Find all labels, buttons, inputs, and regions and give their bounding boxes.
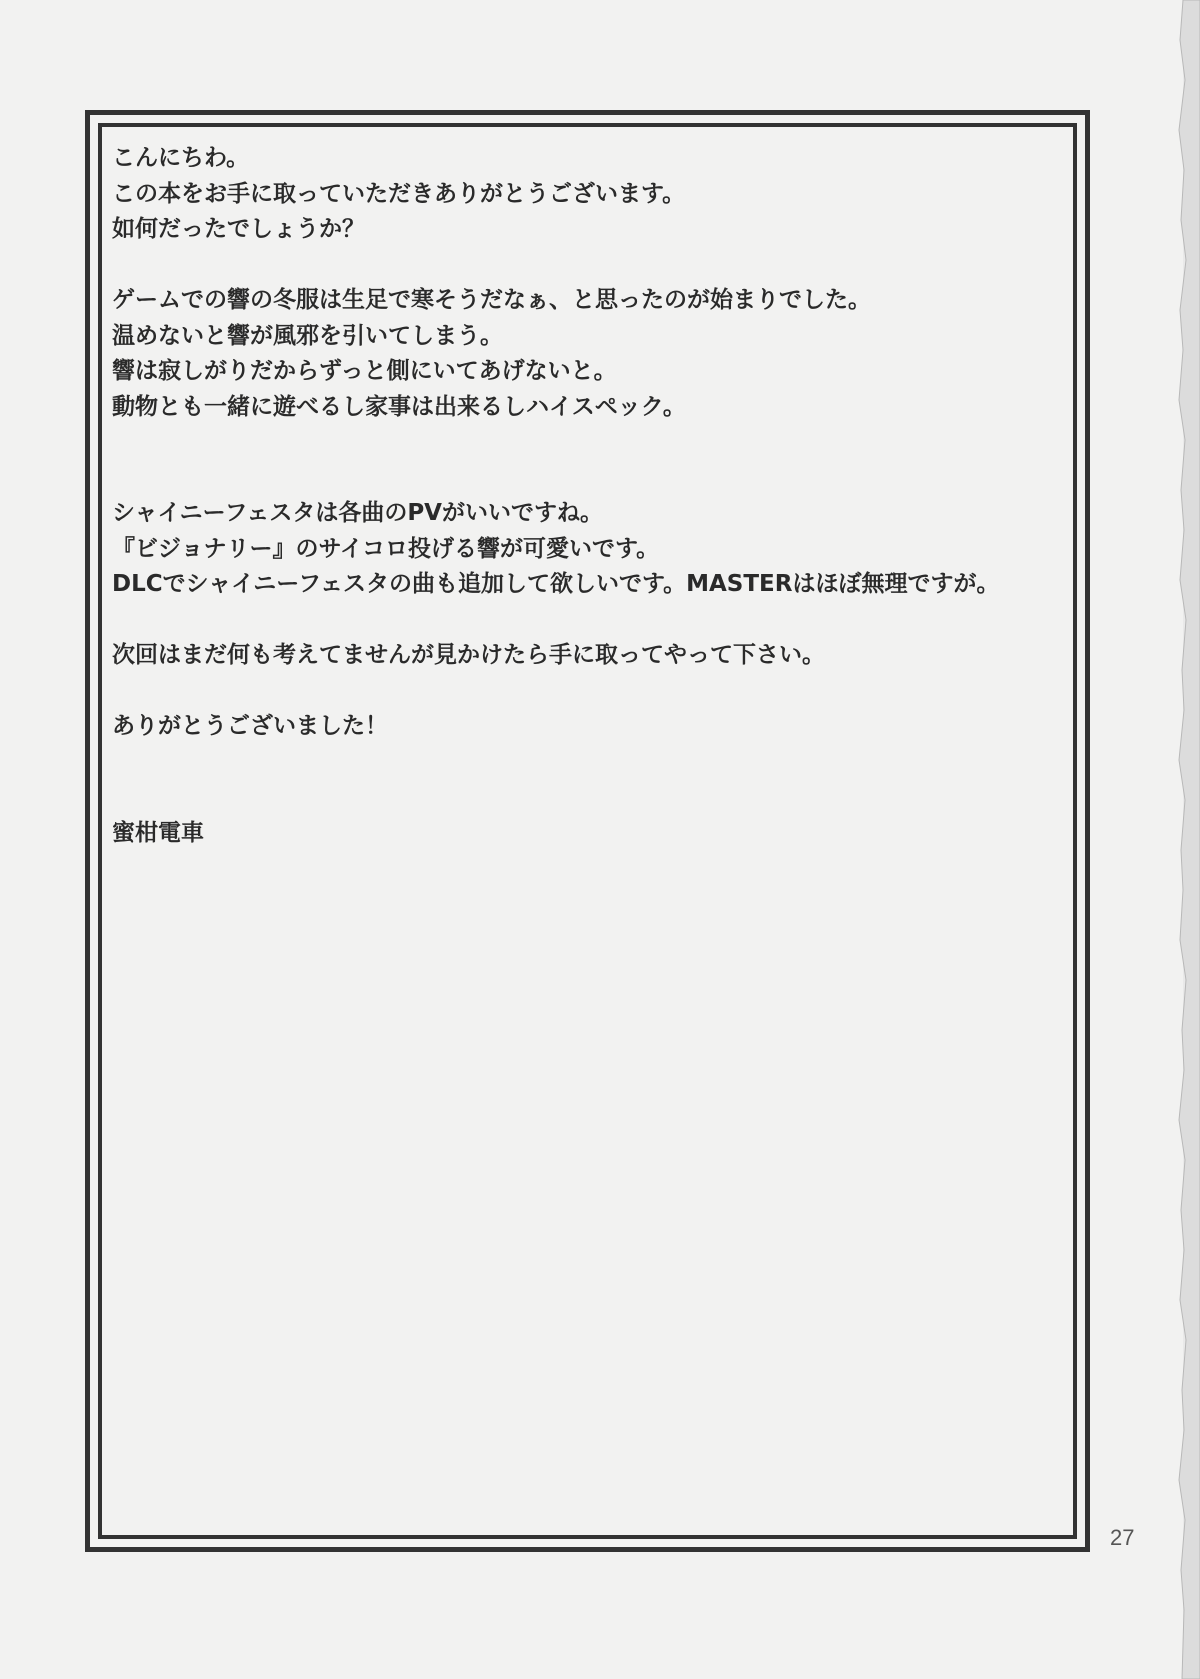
text-line [112, 461, 1072, 497]
text-line [112, 780, 1072, 816]
text-line: 響は寂しがりだからずっと側にいてあげないと。 [112, 358, 617, 384]
page-number: 27 [1110, 1525, 1135, 1550]
text-line: 動物とも一緒に遊べるし家事は出来るしハイスペック。 [112, 393, 686, 420]
text-line: シャイニーフェスタは各曲のPVがいいですね。 [112, 500, 603, 526]
author-signature: 蜜柑電車 [112, 819, 204, 846]
text-line: 如何だったでしょうか？ [112, 216, 365, 242]
torn-page-edge [1170, 0, 1200, 1679]
text-line [112, 745, 1072, 781]
text-line: 温めないと響が風邪を引いてしまう。 [112, 322, 503, 349]
text-line: こんにちわ。 [112, 145, 250, 171]
afterword-text [112, 141, 1072, 851]
text-line: ありがとうございました！ [112, 713, 388, 739]
text-line [112, 603, 1072, 639]
text-line: ゲームでの響の冬服は生足で寒そうだなぁ、と思ったのが始まりでした。 [112, 287, 871, 313]
text-line [112, 248, 1072, 284]
text-line [112, 425, 1072, 461]
text-line [112, 674, 1072, 710]
text-line: DLCでシャイニーフェスタの曲も追加して欲しいです。MASTERはほぼ無理ですが。 [112, 571, 1000, 597]
text-line: この本をお手に取っていただきありがとうございます。 [112, 180, 686, 207]
text-line: 次回はまだ何も考えてませんが見かけたら手に取ってやって下さい。 [112, 642, 825, 668]
text-line: 『ビジョナリー』のサイコロ投げる響が可愛いです。 [112, 535, 660, 562]
